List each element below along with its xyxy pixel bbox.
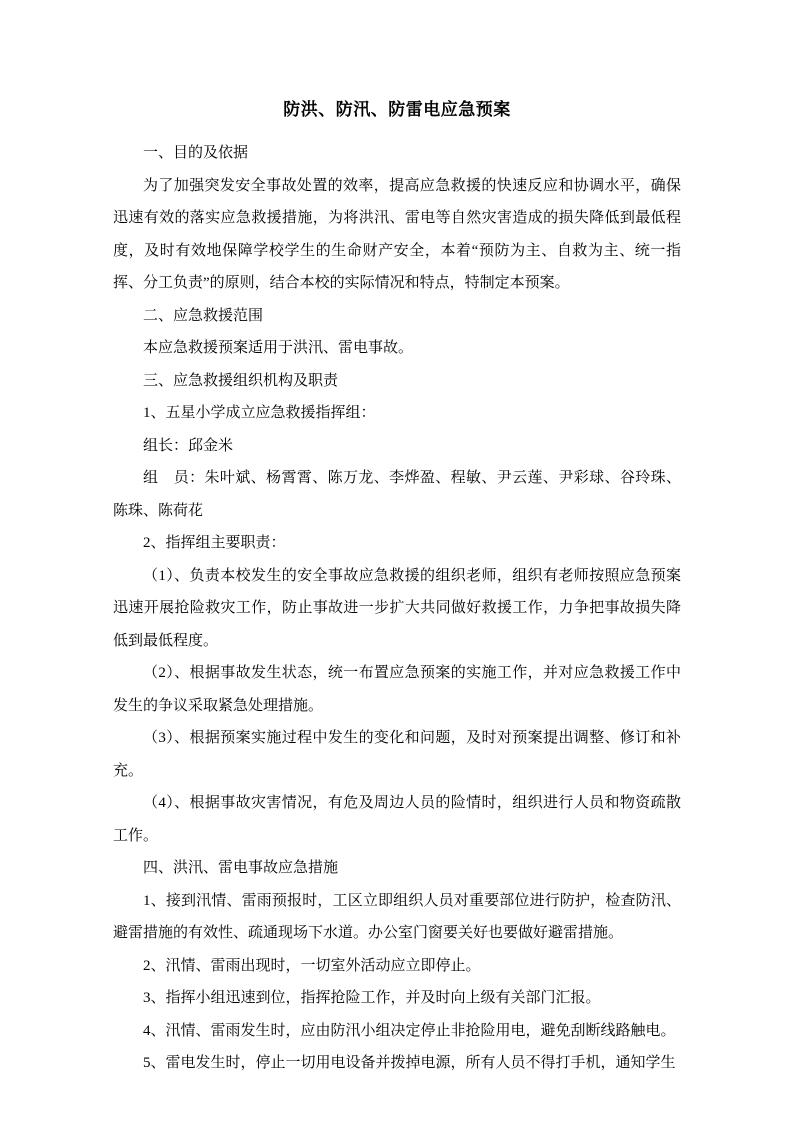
paragraph: 4、汛情、雷雨发生时，应由防汛小组决定停止非抢险用电，避免刮断线路触电。 [143, 1022, 676, 1039]
paragraph: 2、汛情、雷雨出现时，一切室外活动应立即停止。 [143, 957, 481, 974]
paragraph: 3、指挥小组迅速到位，指挥抢险工作，并及时向上级有关部门汇报。 [143, 990, 601, 1006]
paragraph: 本应急救援预案适用于洪汛、雷电事故。 [143, 340, 414, 356]
document-body [113, 137, 681, 1080]
paragraph: （4）、根据事故灾害情况，有危及周边人员的险情时，组织进行人员和物资疏散工作。 [113, 795, 681, 844]
paragraph: 四、洪汛、雷电事故应急措施 [143, 860, 339, 876]
paragraph: 为了加强突发安全事故处置的效率，提高应急救援的快速反应和协调水平，确保迅速有效的落实应急救援措施，为将洪汛、雷电等自然灾害造成的损失降低到最低程度，及时有效地保障学校学生的生命财产安全，本着“预防为主、自救为主、统一指挥、分工负责”的原则，结合本校的实际情况和特点，特制定本预案。 [113, 177, 681, 291]
paragraph: 2、指挥组主要职责： [143, 535, 286, 551]
paragraph: 1、接到汛情、雷雨预报时，工区立即组织人员对重要部位进行防护，检查防汛、避雷措施的有效性、疏通现场下水道。办公室门窗要关好也要做好避雷措施。 [113, 892, 681, 941]
paragraph: 二、应急救援范围 [143, 307, 264, 324]
paragraph: （1）、负责本校发生的安全事故应急救援的组织老师，组织有老师按照应急预案迅速开展抢险救灾工作，防止事故进一步扩大共同做好救援工作，力争把事故损失降低到最低程度。 [113, 567, 681, 649]
paragraph: 一、目的及依据 [143, 145, 249, 161]
paragraph: 组长：邱金米 [143, 437, 234, 454]
paragraph: （2）、根据事故发生状态，统一布置应急预案的实施工作，并对应急救援工作中发生的争议采取紧急处理措施。 [113, 665, 681, 714]
paragraph: 组 员：朱叶斌、杨霄霄、陈万龙、李烨盈、程敏、尹云莲、尹彩球、谷玲珠、陈珠、陈荷花 [113, 470, 681, 519]
paragraph: 1、五星小学成立应急救援指挥组： [143, 405, 376, 421]
paragraph: 5、雷电发生时，停止一切用电设备并拨掉电源，所有人员不得打手机，通知学生 [143, 1055, 676, 1071]
document-title: 防洪、防汛、防雷电应急预案 [283, 100, 511, 119]
paragraph: （3）、根据预案实施过程中发生的变化和问题，及时对预案提出调整、修订和补充。 [113, 730, 681, 779]
paragraph: 三、应急救援组织机构及职责 [143, 372, 339, 389]
